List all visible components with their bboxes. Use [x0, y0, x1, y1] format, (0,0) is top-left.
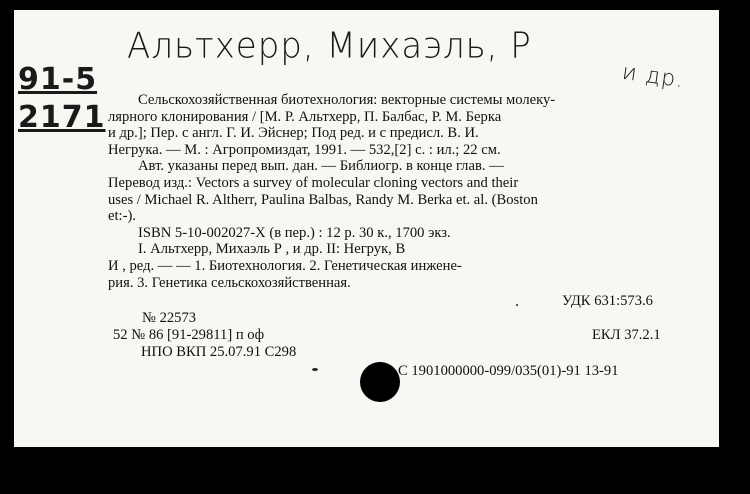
note-line-3: uses / Michael R. Altherr, Paulina Balbas, Randy M. Berka et. al. (Boston	[108, 191, 538, 208]
bibliographic-record	[108, 92, 688, 291]
note-line-4: et:-).	[108, 208, 136, 225]
ink-blot	[360, 362, 400, 402]
note-line-2: Перевод изд.: Vectors a survey of molecular cloning vectors and their	[108, 174, 519, 191]
handwritten-shelf-code-bottom: 2171	[18, 100, 106, 135]
order-line: 52 № 86 [91-29811] п оф	[113, 327, 265, 343]
handwritten-shelf-code-top: 91-5	[18, 62, 98, 97]
tracing-line-3: рия. 3. Генетика сельскохозяйственная.	[108, 274, 351, 291]
npo-line: НПО ВКП 25.07.91 С298	[141, 344, 297, 360]
title-line-2: лярного клонирования / [М. Р. Альтхерр, П. Балбас, Р. М. Берка	[108, 108, 502, 125]
classification-code-line: С 1901000000-099/035(01)-91 13-91	[398, 363, 619, 379]
handwritten-and-others: и др.	[620, 59, 686, 94]
udk-code: УДК 631:573.6	[562, 293, 653, 309]
title-line-1: Сельскохозяйственная биотехнология: векторные системы молеку-	[138, 92, 556, 108]
tracing-line-1: I. Альтхерр, Михаэль Р , и др. II: Негрук, В	[138, 241, 406, 258]
ink-speck	[312, 368, 318, 371]
ink-speck	[516, 304, 518, 306]
tracing-line-2: И , ред. — — 1. Биотехнология. 2. Генетическая инжене-	[108, 257, 462, 274]
card-number: № 22573	[142, 310, 197, 326]
note-line-1: Авт. указаны перед вып. дан. — Библиогр. в конце глав. —	[138, 158, 504, 175]
handwritten-author-name: Альтхерр, Михаэль, Р	[127, 25, 532, 67]
ekl-code: ЕКЛ 37.2.1	[592, 327, 661, 343]
title-line-4: Негрука. — М. : Агропромиздат, 1991. — 532,[2] с. : ил.; 22 см.	[108, 141, 501, 158]
isbn-line: ISBN 5-10-002027-X (в пер.) : 12 р. 30 к., 1700 экз.	[138, 224, 451, 241]
title-line-3: и др.]; Пер. с англ. Г. И. Эйснер; Под ред. и с предисл. В. И.	[108, 125, 479, 142]
